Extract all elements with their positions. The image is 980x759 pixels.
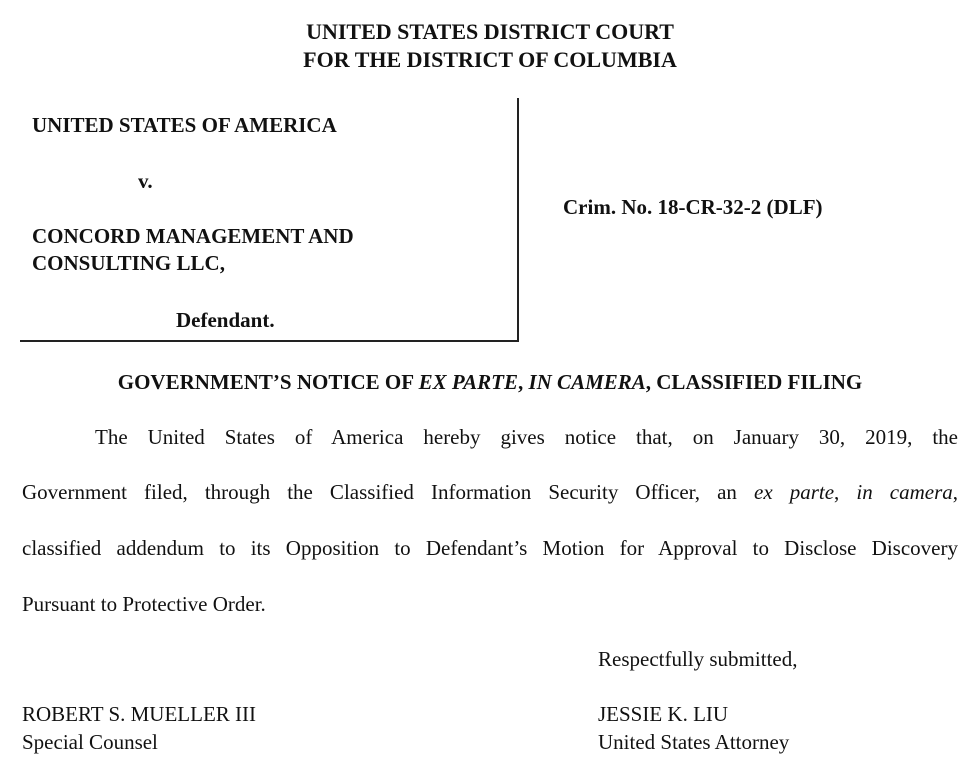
- court-name: UNITED STATES DISTRICT COURT: [306, 19, 674, 44]
- body-line-3: classified addendum to its Opposition to Defendant’s Motion for Approval to Disclose Discovery: [22, 536, 958, 560]
- body-ex-parte: ex parte: [754, 480, 835, 504]
- right-signer-title: United States Attorney: [598, 730, 790, 754]
- title-ex-parte: EX PARTE: [418, 370, 518, 394]
- defendant-role: Defendant.: [176, 308, 275, 332]
- right-signer-name: JESSIE K. LIU: [598, 702, 729, 726]
- title-separator: ,: [517, 370, 529, 394]
- versus-label: v.: [138, 169, 153, 193]
- body-line-4: Pursuant to Protective Order.: [22, 592, 266, 616]
- defendant-name-line1: CONCORD MANAGEMENT AND: [32, 224, 354, 248]
- title-in-camera: IN CAMERA: [528, 370, 646, 394]
- body-line-2-end: ,: [952, 480, 958, 504]
- case-number: Crim. No. 18-CR-32-2 (DLF): [563, 195, 823, 219]
- document-title: [0, 370, 980, 395]
- defendant-name-line2: CONSULTING LLC,: [32, 251, 225, 275]
- body-line-1: The United States of America hereby gives notice that, on January 30, 2019, the: [95, 425, 958, 449]
- title-prefix: GOVERNMENT’S NOTICE OF: [117, 370, 419, 394]
- closing-phrase: Respectfully submitted,: [598, 647, 798, 671]
- court-district: FOR THE DISTRICT OF COLUMBIA: [303, 47, 677, 72]
- body-line-2: [22, 478, 958, 506]
- title-suffix: , CLASSIFIED FILING: [645, 370, 863, 394]
- body-in-camera: in camera: [856, 480, 953, 504]
- body-line-2-text: Government filed, through the Classified Information Security Officer, an: [22, 480, 754, 504]
- left-signer-name: ROBERT S. MUELLER III: [22, 702, 257, 726]
- plaintiff-name: UNITED STATES OF AMERICA: [32, 113, 337, 137]
- body-line-2-sep: ,: [834, 480, 857, 504]
- left-signer-title: Special Counsel: [22, 730, 158, 754]
